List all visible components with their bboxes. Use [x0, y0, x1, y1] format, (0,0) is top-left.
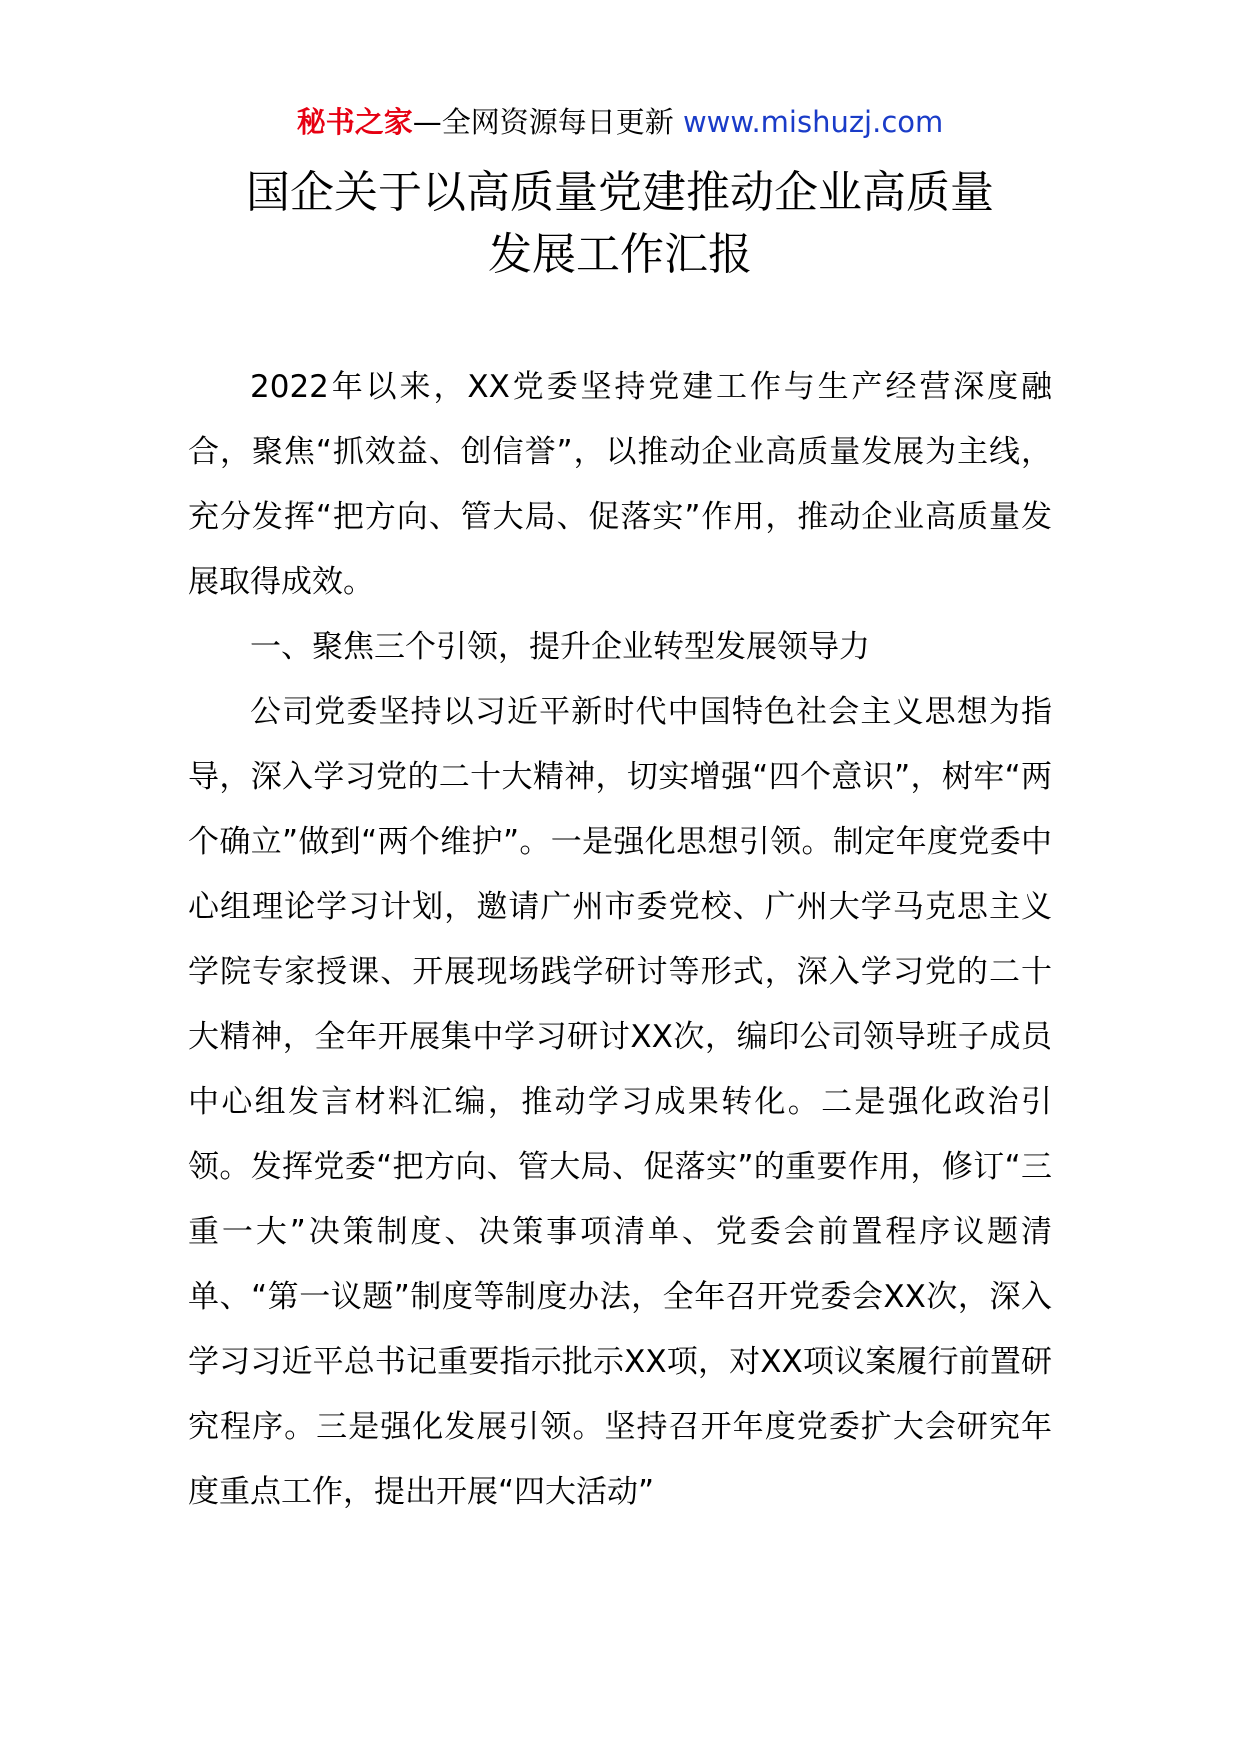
document-body	[188, 355, 1052, 1525]
site-url[interactable]: www.mishuzj.com	[682, 105, 944, 139]
brand-name: 秘书之家	[296, 105, 413, 139]
header-slogan: —全网资源每日更新	[412, 105, 683, 139]
title-line-1: 国企关于以高质量党建推动企业高质量	[246, 167, 994, 218]
site-header	[0, 100, 1240, 144]
intro-paragraph: 2022年以来，XX党委坚持党建工作与生产经营深度融合，聚焦“抓效益、创信誉”，以推动企业高质量发展为主线，充分发挥“把方向、管大局、促落实”作用，推动企业高质量发展取得成效。	[188, 369, 1052, 600]
document-title	[0, 162, 1240, 286]
body-paragraph: 公司党委坚持以习近平新时代中国特色社会主义思想为指导，深入学习党的二十大精神，切实增强“四个意识”，树牢“两个确立”做到“两个维护”。一是强化思想引领。制定年度党委中心组理论学习计划，邀请广州市委党校、广州大学马克思主义学院专家授课、开展现场践学研讨等形式，深入学习党的二十大精神，全年开展集中学习研讨XX次，编印公司领导班子成员中心组发言材料汇编，推动学习成果转化。二是强化政治引领。发挥党委“把方向、管大局、促落实”的重要作用，修订“三重一大”决策制度、决策事项清单、党委会前置程序议题清单、“第一议题”制度等制度办法，全年召开党委会XX次，深入学习习近平总书记重要指示批示XX项，对XX项议案履行前置研究程序。三是强化发展引领。坚持召开年度党委扩大会研究年度重点工作，提出开展“四大活动”	[188, 694, 1052, 1510]
section-heading: 一、聚焦三个引领，提升企业转型发展领导力	[250, 629, 870, 665]
title-line-2: 发展工作汇报	[488, 229, 752, 280]
